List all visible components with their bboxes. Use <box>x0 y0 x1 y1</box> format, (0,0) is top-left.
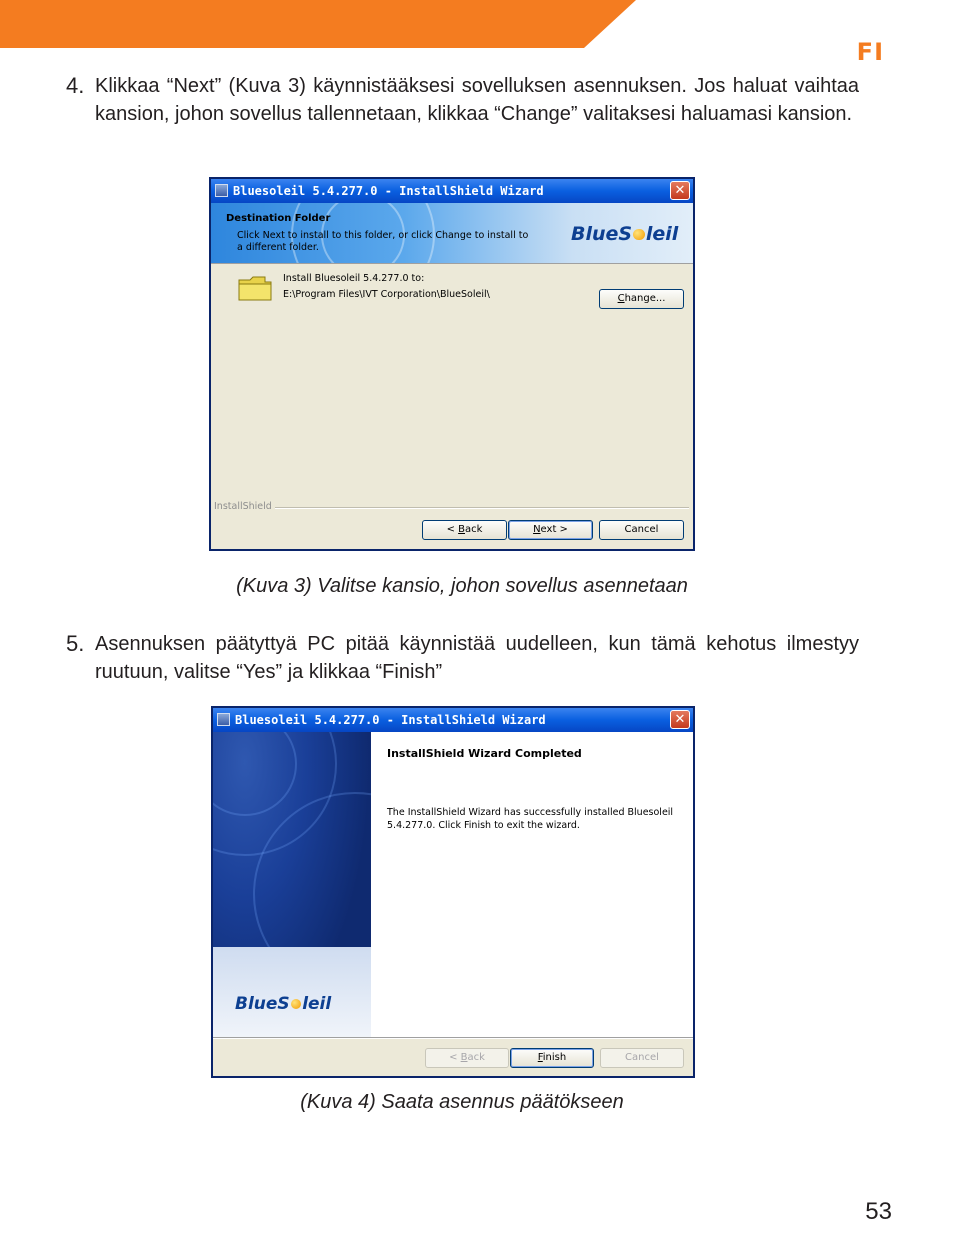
finish-button[interactable] <box>510 1048 594 1068</box>
back-label: ack <box>467 1052 485 1063</box>
step-text: Klikkaa “Next” (Kuva 3) käynnistääksesi sovelluksen asennuksen. Jos haluat vaihtaa kansion, johon sovellus tallennetaan, klikkaa “Change” valitaksesi haluamasi kansion. <box>95 75 859 125</box>
change-label: hange... <box>624 293 666 304</box>
change-button[interactable] <box>599 289 684 309</box>
step-number: 5. <box>66 631 85 656</box>
language-tag: FI <box>856 38 884 66</box>
back-label: ack <box>465 524 483 535</box>
banner-description: Click Next to install to this folder, or click Change to install to a different folder. <box>237 230 529 253</box>
wizard-content <box>371 732 693 1037</box>
installer-app-icon <box>217 713 230 726</box>
installer-app-icon <box>215 184 228 197</box>
wizard-description: The InstallShield Wizard has successfully installed Bluesoleil 5.4.277.0. Click Finish to exit the wizard. <box>387 807 674 831</box>
figure-3-caption: (Kuva 3) Valitse kansio, johon sovellus asennetaan <box>236 575 688 597</box>
back-prefix: < <box>446 524 459 535</box>
cancel-button[interactable]: Cancel <box>600 1048 684 1068</box>
install-to-label: Install Bluesoleil 5.4.277.0 to: <box>283 273 425 284</box>
sun-icon <box>633 229 645 241</box>
finish-label: inish <box>542 1052 567 1063</box>
folder-icon <box>238 275 272 301</box>
window-title: Bluesoleil 5.4.277.0 - InstallShield Wizard <box>235 713 546 727</box>
destination-folder-dialog <box>209 177 695 551</box>
wizard-side-panel <box>213 732 371 1037</box>
logo-text-right: leil <box>302 994 332 1014</box>
window-title: Bluesoleil 5.4.277.0 - InstallShield Wizard <box>233 184 544 198</box>
back-mnemonic: B <box>458 524 465 535</box>
bluesoleil-logo <box>235 994 331 1014</box>
logo-text-left: BlueS <box>235 994 290 1014</box>
next-button[interactable] <box>508 520 593 540</box>
bluesoleil-logo <box>571 223 678 245</box>
cancel-button[interactable]: Cancel <box>599 520 684 540</box>
banner-title: Destination Folder <box>226 213 331 224</box>
back-mnemonic: B <box>460 1052 468 1063</box>
footer-divider <box>213 1037 693 1039</box>
title-bar <box>213 708 693 732</box>
step-text: Asennuksen päätyttyä PC pitää käynnistää uudelleen, kun tämä kehotus ilmestyy ruutuun, valitse “Yes” ja klikkaa “Finish” <box>95 633 859 683</box>
wizard-completed-dialog <box>211 706 695 1078</box>
finish-mnemonic: F <box>537 1052 543 1063</box>
installshield-divider <box>275 507 689 509</box>
header-banner <box>211 203 693 263</box>
logo-text-right: leil <box>645 223 679 245</box>
installshield-label: InstallShield <box>214 501 272 512</box>
install-path: E:\Program Files\IVT Corporation\BlueSoleil\ <box>283 289 490 300</box>
change-mnemonic: C <box>617 293 625 304</box>
step-number: 4. <box>66 73 85 98</box>
wizard-title: InstallShield Wizard Completed <box>387 747 582 760</box>
step-4 <box>66 72 859 128</box>
close-icon[interactable]: ✕ <box>670 710 690 729</box>
back-button[interactable] <box>422 520 507 540</box>
back-button[interactable] <box>425 1048 509 1068</box>
next-mnemonic: N <box>533 524 541 535</box>
logo-text-left: BlueS <box>571 223 633 245</box>
title-bar <box>211 179 693 203</box>
next-label: ext > <box>540 524 568 535</box>
sun-icon <box>291 999 302 1010</box>
figure-4-caption: (Kuva 4) Saata asennus päätökseen <box>300 1091 624 1113</box>
step-5 <box>66 630 859 686</box>
back-prefix: < <box>449 1052 461 1063</box>
side-panel-footer <box>213 947 371 1037</box>
orange-header-bar <box>0 0 640 50</box>
close-icon[interactable]: ✕ <box>670 181 690 200</box>
page-number: 53 <box>865 1198 892 1225</box>
banner-divider <box>211 263 693 264</box>
